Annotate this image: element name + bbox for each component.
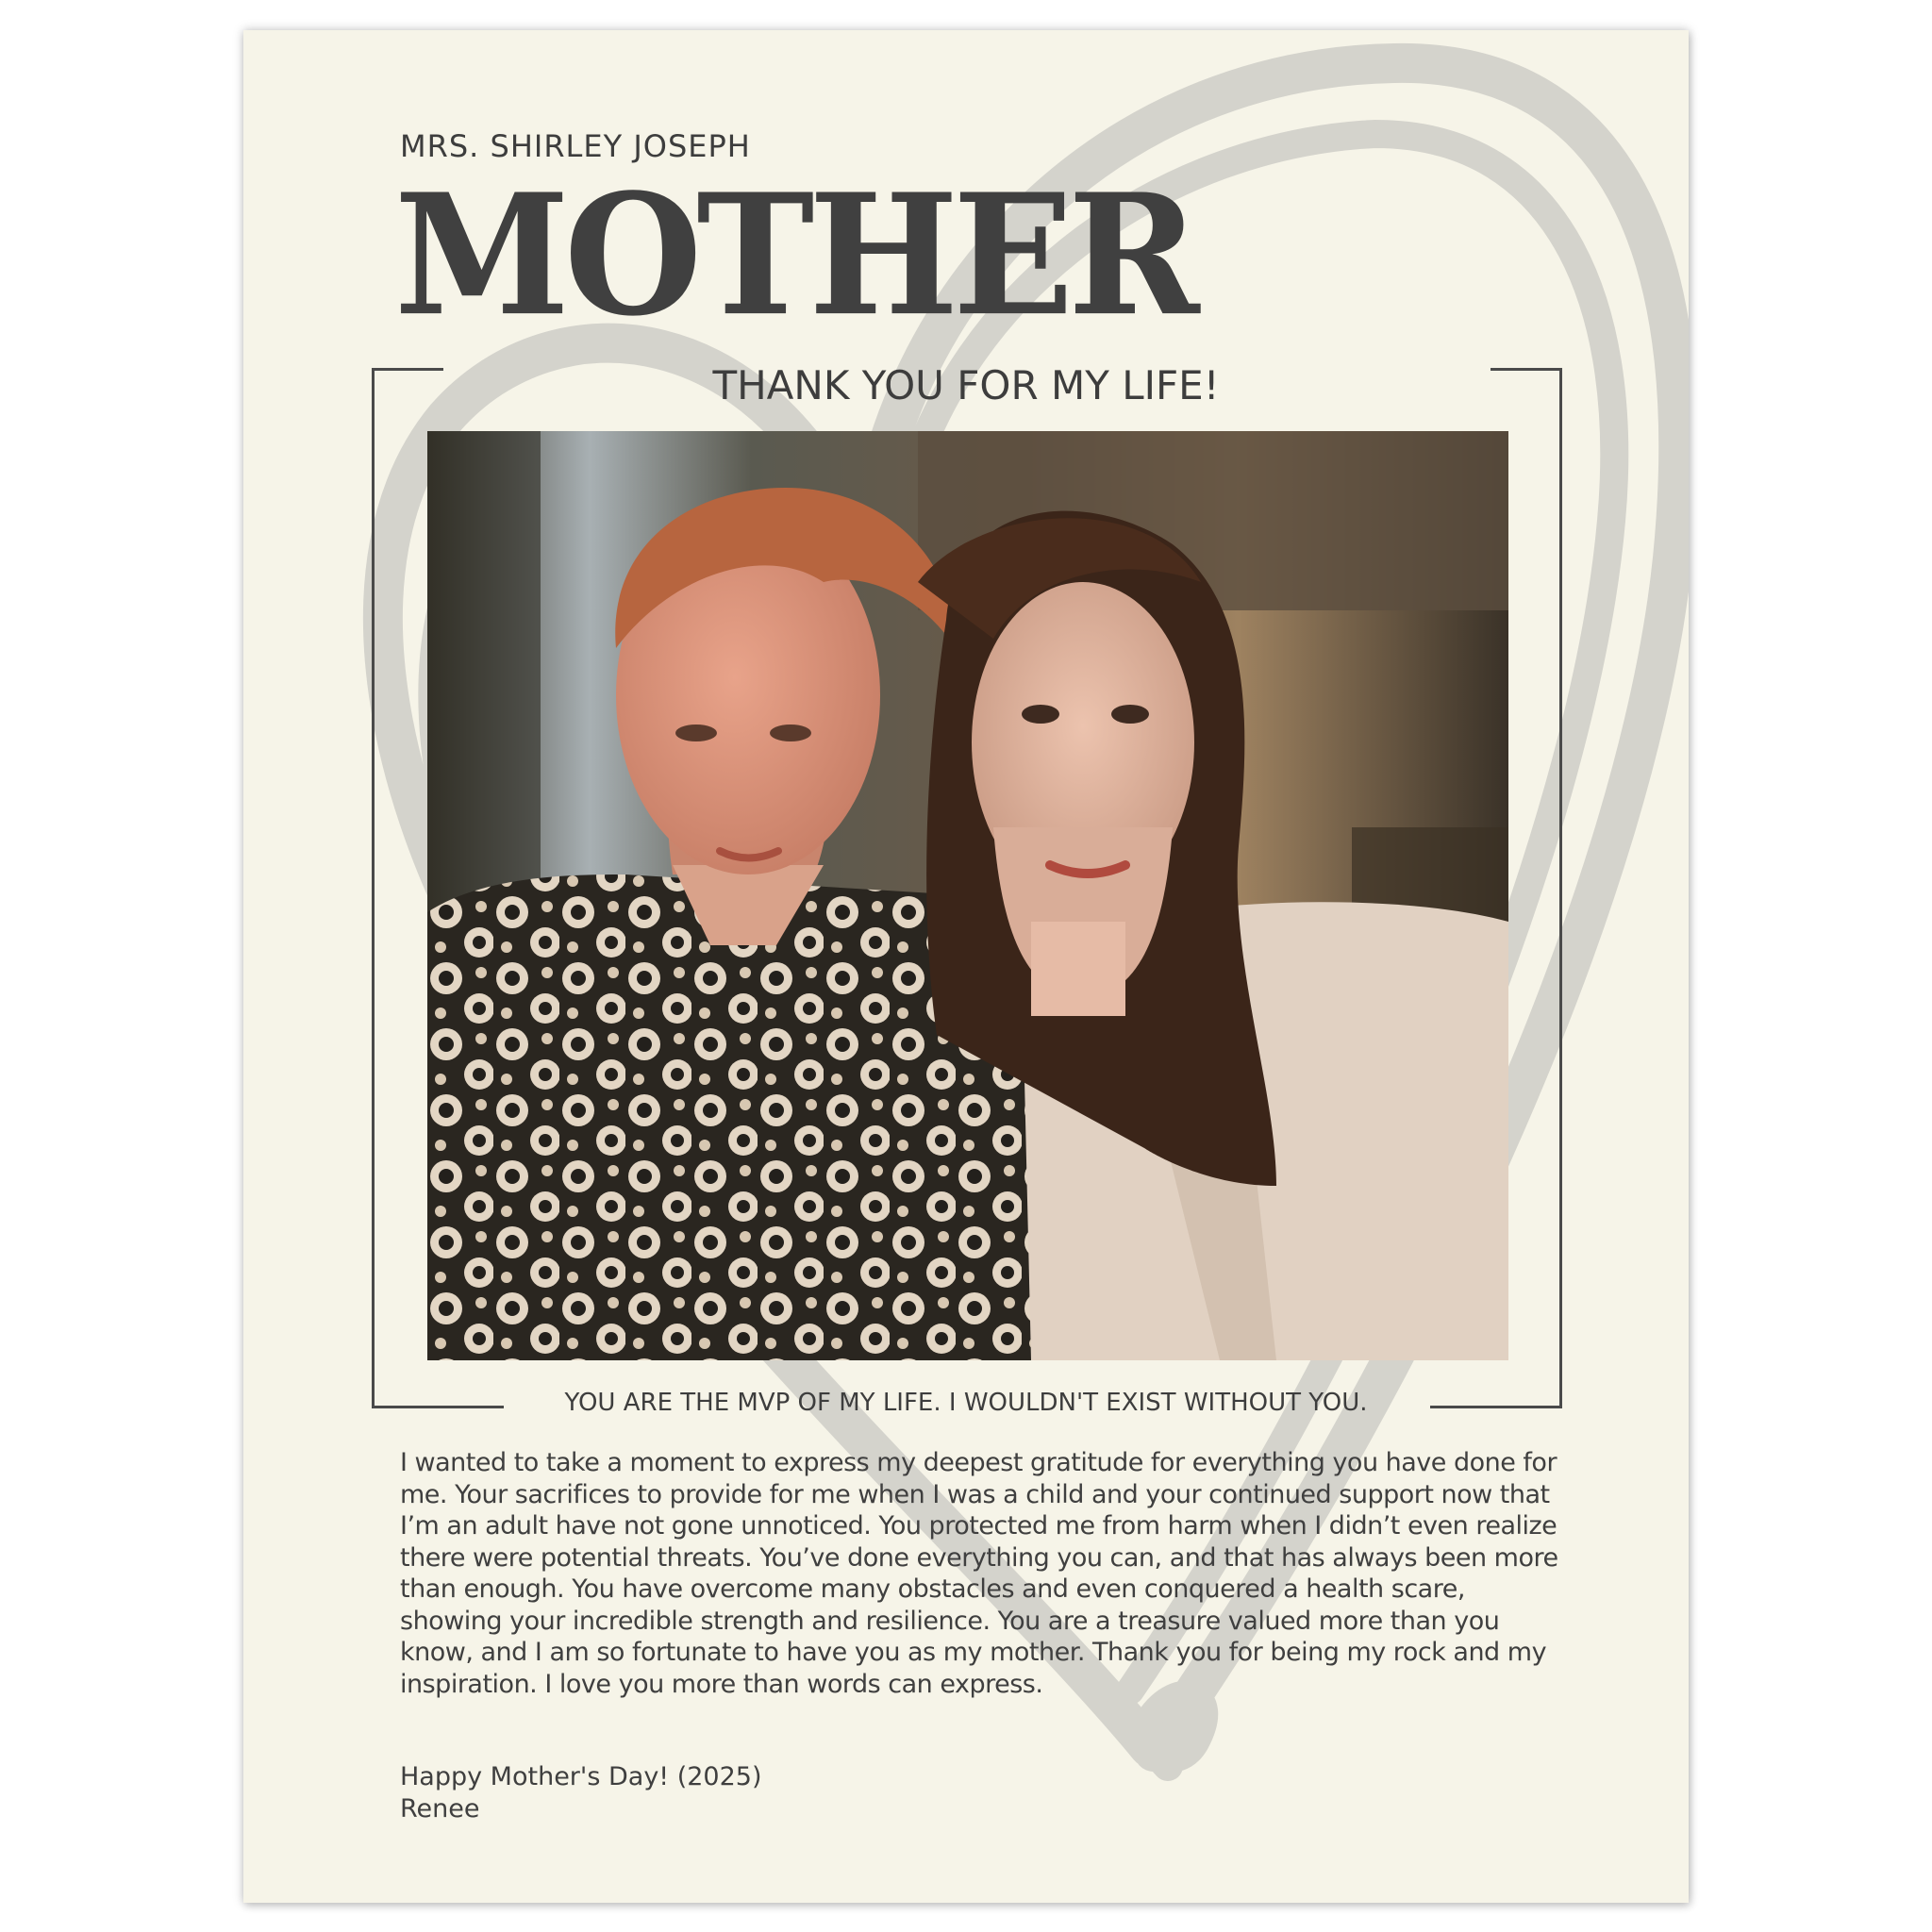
caption: YOU ARE THE MVP OF MY LIFE. I WOULDN'T EXIST WITHOUT YOU. (564, 1389, 1368, 1417)
page-title: MOTHER (394, 157, 1194, 354)
greeting: Happy Mother's Day! (2025) (400, 1762, 762, 1791)
message-body: I wanted to take a moment to express my deepest gratitude for everything you have done for me. Your sacrifices to provide for me when I was a child and your continued support now that I’m an adult have not gone unnoticed. You protected me from harm when I didn’t even realize there were potential threats. You’ve done everything you can, and that has always been more than enough. You have overcome many obstacles and even conquered a health scare, showing your incredible strength and resilience. You are a treasure valued more than you know, and I am so fortunate to have you as my mother. Thank you for being my rock and my inspiration. I love you more than words can express. (400, 1448, 1558, 1699)
poster-page (243, 30, 1689, 1903)
recipient-name: MRS. SHIRLEY JOSEPH (400, 128, 751, 164)
signature: Renee (400, 1794, 480, 1824)
tagline: THANK YOU FOR MY LIFE! (712, 362, 1220, 408)
family-photo (427, 431, 1508, 1360)
